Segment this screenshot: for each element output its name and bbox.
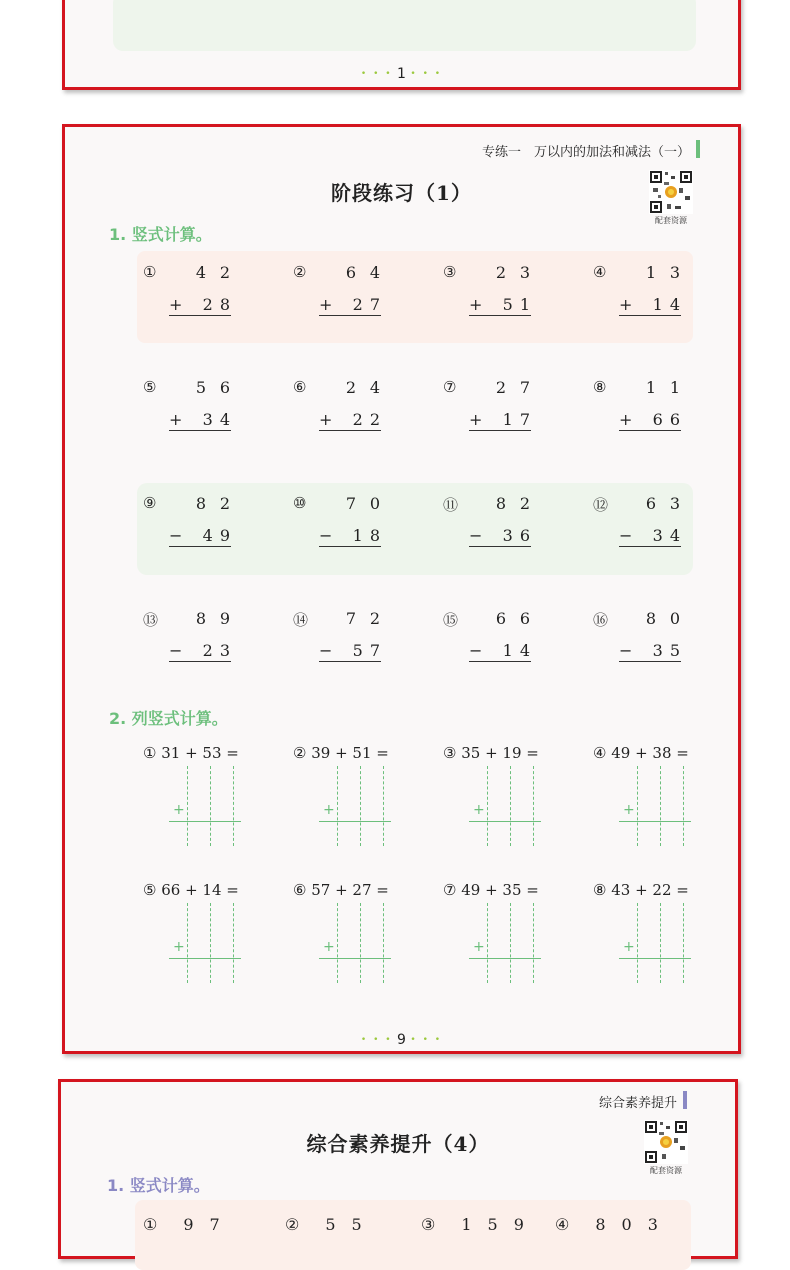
problem-number: ⑨ xyxy=(143,494,157,512)
column-problem xyxy=(437,881,577,1001)
bottom-operand: − 1 8 xyxy=(319,526,381,545)
bottom-operand: − 3 6 xyxy=(469,526,531,545)
vertical-problem xyxy=(287,488,407,548)
answer-grid[interactable] xyxy=(319,903,391,983)
page-title: 综合素养提升（4） xyxy=(306,1132,490,1156)
vertical-problem xyxy=(137,372,257,432)
operator: − xyxy=(319,526,333,545)
operator: + xyxy=(169,410,183,429)
problem-number: ⑯ xyxy=(593,611,609,629)
bottom-operand: + 2 8 xyxy=(169,295,231,314)
problem-number: ① xyxy=(143,263,157,281)
vertical-problem xyxy=(587,257,707,317)
plus-sign: + xyxy=(623,939,635,955)
qr-label: 配套资源 xyxy=(655,216,687,225)
vertical-problem xyxy=(437,603,557,663)
operator: + xyxy=(469,410,483,429)
problem-number: ④ xyxy=(593,263,607,281)
operator: + xyxy=(619,410,633,429)
top-operand: 1 3 xyxy=(645,263,681,282)
equation: ① 31 + 53 = xyxy=(143,744,239,762)
bottom-operand: + 2 7 xyxy=(319,295,381,314)
operator: − xyxy=(169,526,183,545)
bottom-operand: − 3 5 xyxy=(619,641,681,660)
vertical-problem xyxy=(287,257,407,317)
problem-number: ⑬ xyxy=(143,611,159,629)
vertical-problem xyxy=(555,1212,658,1235)
plus-sign: + xyxy=(173,939,185,955)
equation: ② 39 + 51 = xyxy=(293,744,389,762)
problem-number: ⑭ xyxy=(293,611,309,629)
chapter-header: 专练一 万以内的加法和减法（一） xyxy=(481,145,690,160)
operator: − xyxy=(169,641,183,660)
equation: ④ 49 + 38 = xyxy=(593,744,689,762)
answer-grid[interactable] xyxy=(619,903,691,983)
top-operand: 2 7 xyxy=(495,378,531,397)
top-operand: 8 2 xyxy=(495,494,531,513)
section-column-calc: 2. 列竖式计算。 xyxy=(109,709,228,728)
operator: − xyxy=(469,526,483,545)
top-operand: 2 4 xyxy=(345,378,381,397)
problem-number: ⑤ xyxy=(143,378,157,396)
plus-sign: + xyxy=(173,802,185,818)
top-operand: 6 3 xyxy=(645,494,681,513)
problem-number: ③ xyxy=(443,263,457,281)
top-operand: 8 2 xyxy=(195,494,231,513)
column-problem xyxy=(587,744,727,864)
operator: + xyxy=(469,295,483,314)
section-vertical-calc: 1. 竖式计算。 xyxy=(109,225,212,244)
top-operand: 5 6 xyxy=(195,378,231,397)
top-operand: 5 5 xyxy=(325,1215,362,1234)
qr-code-icon xyxy=(649,170,693,214)
bottom-operand: + 3 4 xyxy=(169,410,231,429)
answer-area xyxy=(113,0,696,51)
equation: ③ 35 + 19 = xyxy=(443,744,539,762)
operator: − xyxy=(469,641,483,660)
operator: − xyxy=(619,526,633,545)
problem-number: ③ xyxy=(421,1215,436,1234)
top-operand: 1 5 9 xyxy=(461,1215,524,1234)
qr-code-icon xyxy=(644,1120,688,1164)
problem-number: ④ xyxy=(555,1215,570,1234)
qr-label: 配套资源 xyxy=(650,1166,682,1175)
vertical-problem xyxy=(287,603,407,663)
equation: ⑤ 66 + 14 = xyxy=(143,881,239,899)
plus-sign: + xyxy=(473,802,485,818)
column-problem xyxy=(287,881,427,1001)
operator: − xyxy=(319,641,333,660)
vertical-problem xyxy=(587,488,707,548)
problem-number: ② xyxy=(293,263,307,281)
problem-number: ⑩ xyxy=(293,494,307,512)
row-1-bg xyxy=(135,1200,691,1270)
bottom-operand: + 5 1 xyxy=(469,295,531,314)
problem-number: ② xyxy=(285,1215,300,1234)
problem-number: ⑥ xyxy=(293,378,307,396)
top-operand: 2 3 xyxy=(495,263,531,282)
column-problem xyxy=(587,881,727,1001)
equation: ⑦ 49 + 35 = xyxy=(443,881,539,899)
plus-sign: + xyxy=(323,802,335,818)
bottom-operand: + 1 7 xyxy=(469,410,531,429)
problem-number: ⑪ xyxy=(443,496,459,514)
header-bar xyxy=(696,140,700,158)
problem-number: ⑫ xyxy=(593,496,609,514)
plus-sign: + xyxy=(473,939,485,955)
vertical-problem xyxy=(421,1212,524,1235)
vertical-problem xyxy=(587,603,707,663)
top-operand: 4 2 xyxy=(195,263,231,282)
bottom-operand: + 1 4 xyxy=(619,295,681,314)
page-9 xyxy=(62,124,741,1054)
column-problem xyxy=(137,744,277,864)
top-operand: 8 9 xyxy=(195,609,231,628)
operator: + xyxy=(169,295,183,314)
chapter-header: 综合素养提升 xyxy=(598,1096,677,1111)
bottom-operand: − 4 9 xyxy=(169,526,231,545)
top-operand: 9 7 xyxy=(183,1215,220,1234)
equation: ⑥ 57 + 27 = xyxy=(293,881,389,899)
bottom-operand: − 5 7 xyxy=(319,641,381,660)
operator: + xyxy=(619,295,633,314)
problem-number: ⑮ xyxy=(443,611,459,629)
vertical-problem xyxy=(137,603,257,663)
vertical-problem xyxy=(137,488,257,548)
equation: ⑧ 43 + 22 = xyxy=(593,881,689,899)
top-operand: 7 2 xyxy=(345,609,381,628)
page-number: • • • 1 • • • xyxy=(360,66,443,82)
vertical-problem xyxy=(437,372,557,432)
answer-grid[interactable] xyxy=(469,766,541,846)
operator: + xyxy=(319,410,333,429)
answer-grid[interactable] xyxy=(169,766,241,846)
top-operand: 7 0 xyxy=(345,494,381,513)
vertical-problem xyxy=(143,1212,220,1235)
plus-sign: + xyxy=(623,802,635,818)
page-title: 阶段练习（1） xyxy=(331,181,472,205)
problem-number: ① xyxy=(143,1215,158,1234)
plus-sign: + xyxy=(323,939,335,955)
top-operand: 1 1 xyxy=(645,378,681,397)
answer-grid[interactable] xyxy=(169,903,241,983)
column-problem xyxy=(437,744,577,864)
header-bar xyxy=(683,1091,687,1109)
operator: − xyxy=(619,641,633,660)
vertical-problem xyxy=(437,488,557,548)
bottom-operand: − 1 4 xyxy=(469,641,531,660)
vertical-problem xyxy=(285,1212,362,1235)
answer-grid[interactable] xyxy=(619,766,691,846)
page-1 xyxy=(62,0,741,90)
column-problem xyxy=(137,881,277,1001)
column-problem xyxy=(287,744,427,864)
bottom-operand: + 2 2 xyxy=(319,410,381,429)
problem-number: ⑧ xyxy=(593,378,607,396)
vertical-problem xyxy=(137,257,257,317)
vertical-problem xyxy=(437,257,557,317)
page-number: • • • 9 • • • xyxy=(360,1032,443,1048)
answer-grid[interactable] xyxy=(469,903,541,983)
vertical-problem xyxy=(587,372,707,432)
problem-number: ⑦ xyxy=(443,378,457,396)
bottom-operand: − 3 4 xyxy=(619,526,681,545)
top-operand: 8 0 xyxy=(645,609,681,628)
top-operand: 6 6 xyxy=(495,609,531,628)
operator: + xyxy=(319,295,333,314)
page-next xyxy=(58,1079,738,1259)
vertical-problem xyxy=(287,372,407,432)
section-vertical-calc: 1. 竖式计算。 xyxy=(107,1176,210,1195)
answer-grid[interactable] xyxy=(319,766,391,846)
top-operand: 6 4 xyxy=(345,263,381,282)
top-operand: 8 0 3 xyxy=(595,1215,658,1234)
bottom-operand: + 6 6 xyxy=(619,410,681,429)
bottom-operand: − 2 3 xyxy=(169,641,231,660)
